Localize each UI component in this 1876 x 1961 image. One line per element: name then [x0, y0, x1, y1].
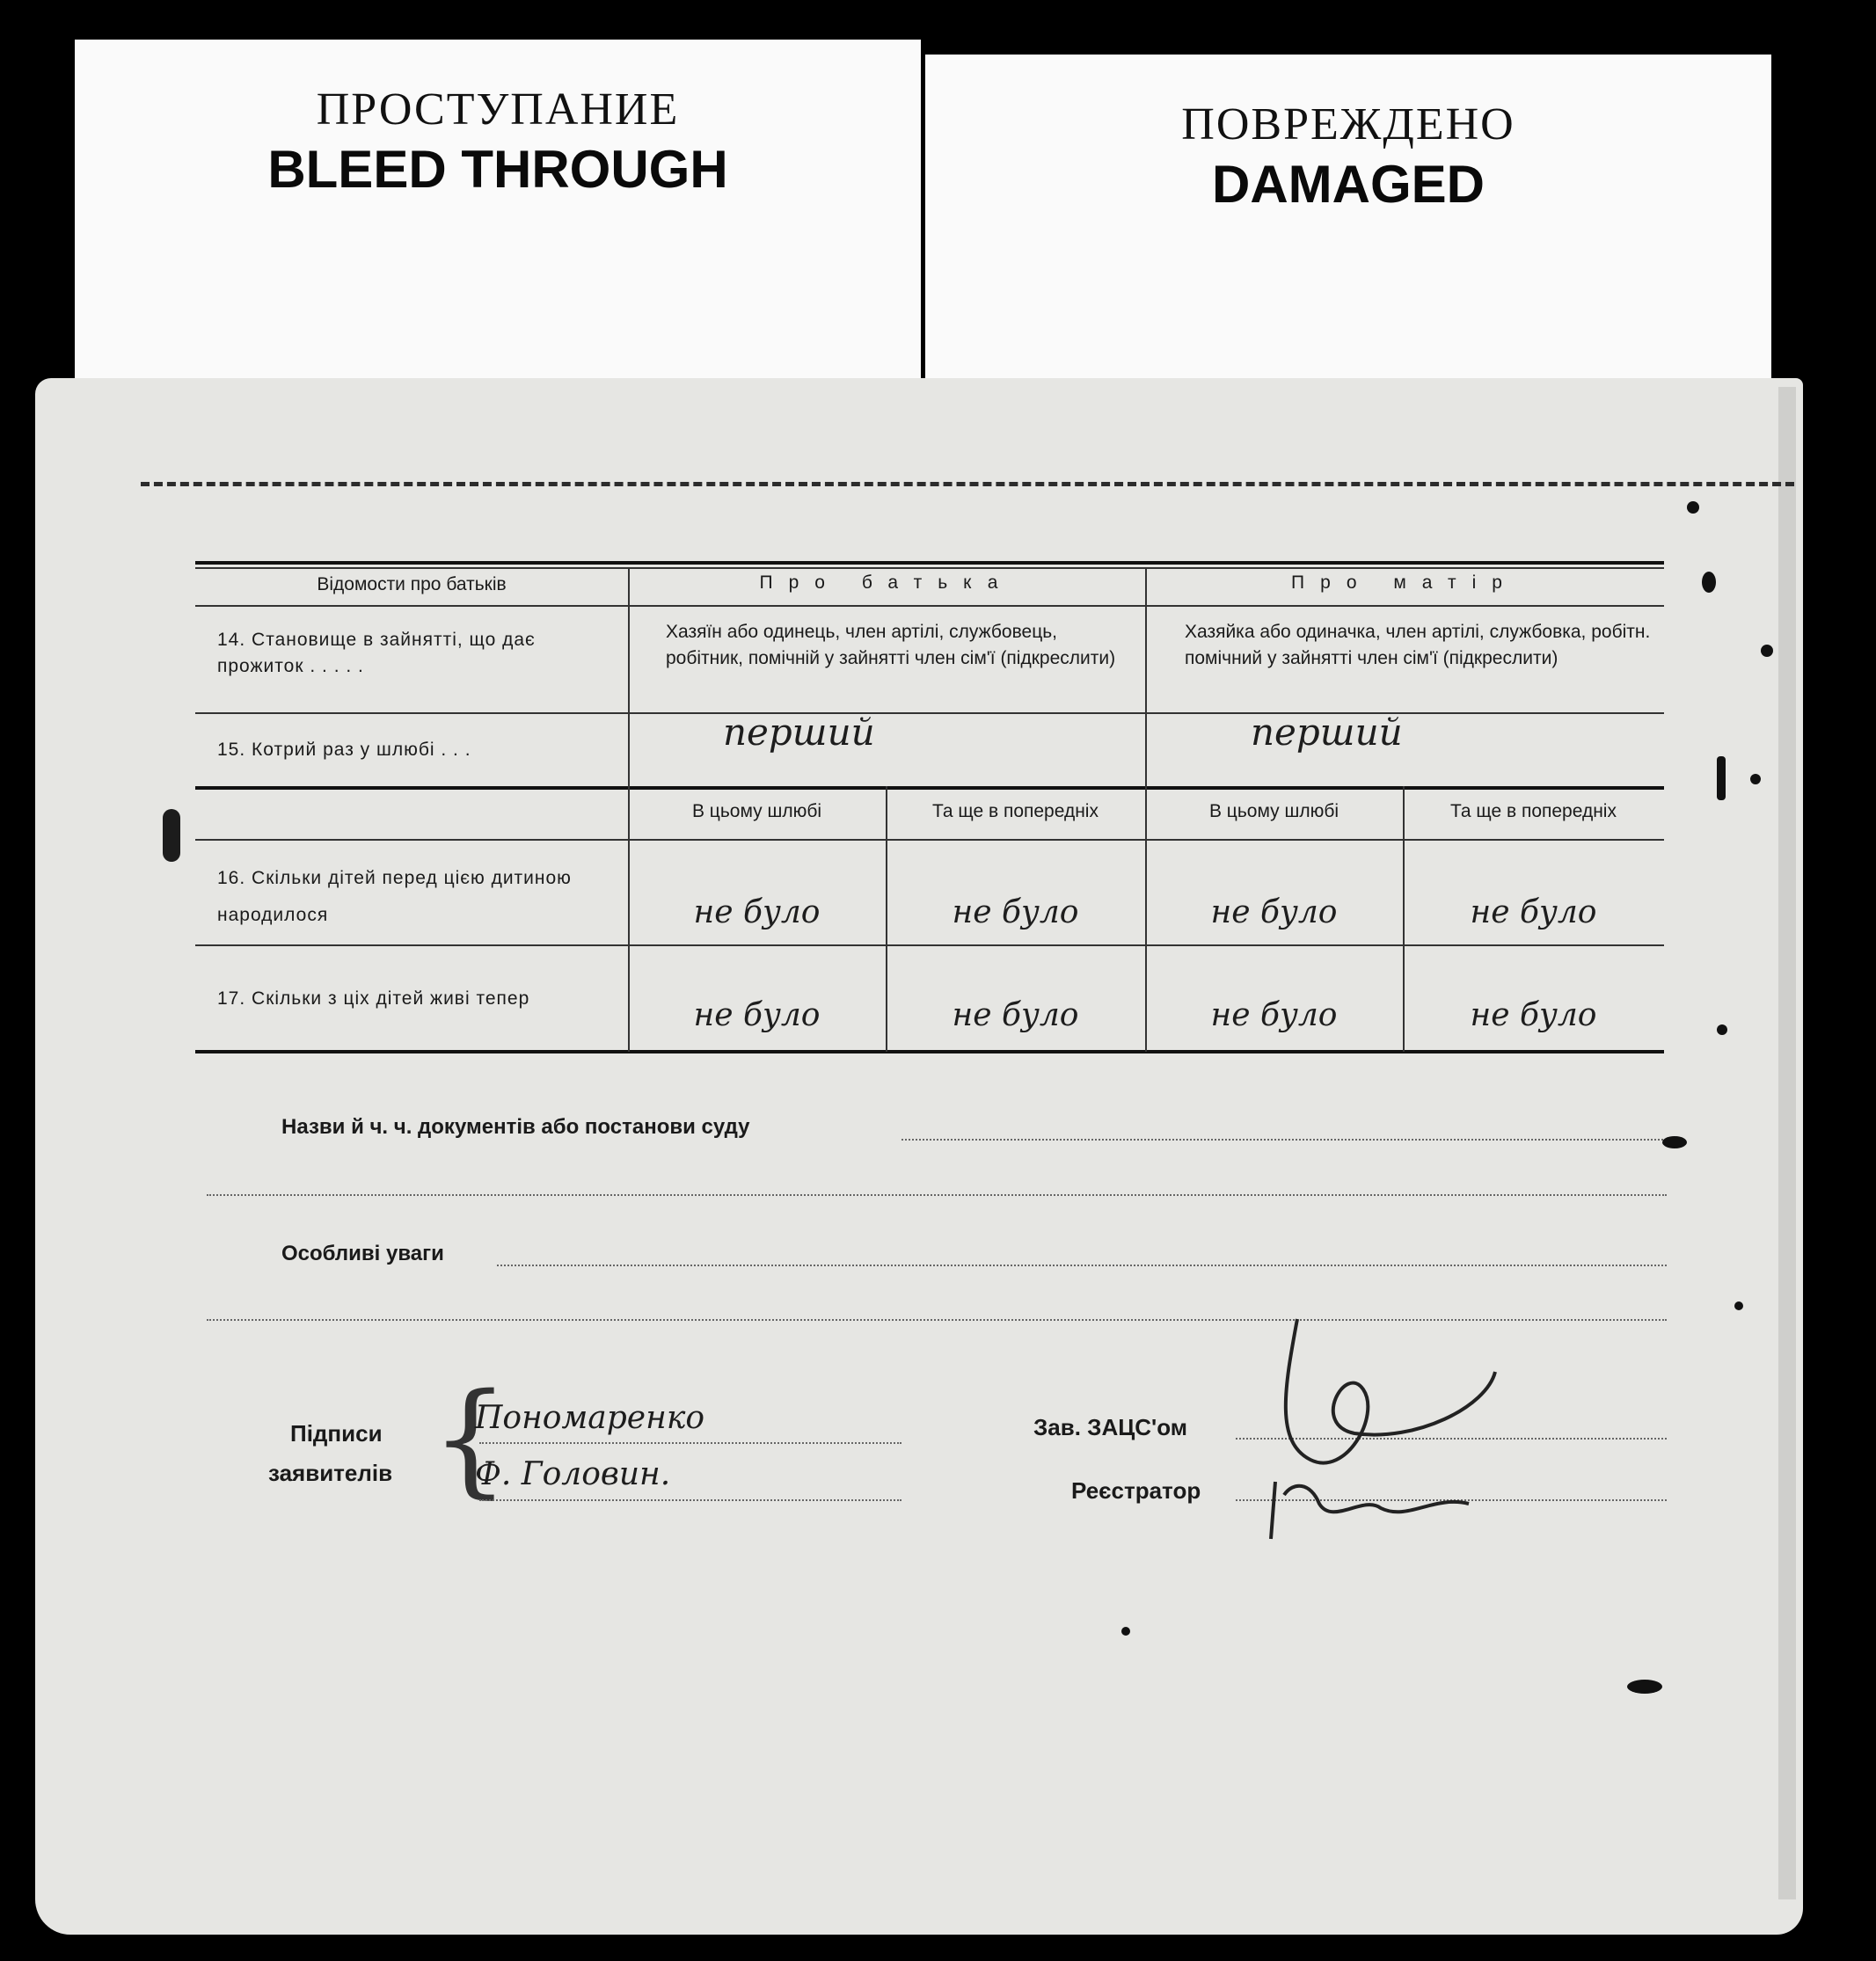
damage-mark	[1121, 1627, 1130, 1636]
row14-label: 14. Становище в зайнятті, що дає прожиток . . . . .	[217, 630, 536, 676]
row14-mother: Хазяйка або одиначка, член артілі, службовка, робітн. помічний у зайнятті член сім'ї (підкреслити)	[1185, 622, 1651, 668]
damaged-label	[925, 55, 1771, 378]
sub-in-previous-father: Та ще в попередніх	[932, 801, 1099, 821]
documents-label: Назви й ч. ч. документів або постанови суду	[281, 1115, 750, 1139]
row17-value-3: не було	[1210, 997, 1338, 1033]
row17-value-4: не було	[1470, 997, 1597, 1033]
registrar-signature-marks	[1258, 1284, 1539, 1548]
damage-mark	[1627, 1680, 1662, 1694]
row17-value-1: не було	[693, 997, 821, 1033]
header-parents-info: Відомости про батьків	[317, 574, 507, 594]
brace: {	[431, 1367, 510, 1511]
damaged-label-ru: ПОВРЕЖДЕНО	[1181, 99, 1515, 149]
sub-in-this-marriage-mother: В цьому шлюбі	[1208, 801, 1339, 821]
row16-value-4: не було	[1470, 894, 1597, 930]
head-label: Зав. ЗАЦС'ом	[1033, 1414, 1187, 1440]
header-father: Про батька	[759, 572, 1014, 593]
registrar-label: Реєстратор	[1071, 1477, 1201, 1504]
damage-mark	[1734, 1301, 1743, 1310]
applicant-signature-2: Ф. Головин.	[475, 1456, 671, 1492]
row16-value-2: не було	[952, 894, 1079, 930]
sub-in-this-marriage-father: В цьому шлюбі	[691, 801, 822, 821]
header-mother: Про матір	[1291, 572, 1518, 593]
page-edge	[1778, 387, 1796, 1899]
row16-value-3: не було	[1210, 894, 1338, 930]
applicant-signature-1: Пономаренко	[475, 1400, 704, 1436]
row16-value-1: не було	[693, 894, 821, 930]
damage-mark	[1687, 501, 1699, 514]
sub-in-previous-mother: Та ще в попередніх	[1450, 801, 1617, 821]
bleed-label-en: BLEED THROUGH	[267, 140, 728, 199]
parents-info-table	[195, 561, 1664, 1052]
row17-value-2: не було	[952, 997, 1079, 1033]
row16-label: 16. Скільки дітей перед цією дитиною народилося	[217, 868, 572, 925]
damage-mark	[1750, 774, 1761, 784]
damage-mark	[1702, 572, 1716, 593]
damage-mark	[1662, 1136, 1687, 1148]
row17-label: 17. Скільки з ціх дітей живі тепер	[217, 988, 530, 1009]
damage-mark	[1717, 756, 1726, 800]
row15-father-value: перший	[723, 711, 875, 754]
row15-mother-value: перший	[1251, 711, 1403, 754]
row14-father: Хазяїн або одинець, член артілі, службовець, робітник, помічній у зайнятті член сім'ї (підкреслити)	[666, 622, 1116, 668]
row15-label: 15. Котрий раз у шлюбі . . .	[217, 740, 471, 760]
bleed-label-ru: ПРОСТУПАНИЕ	[316, 84, 680, 135]
damage-mark	[163, 809, 180, 862]
damaged-label-en: DAMAGED	[1212, 155, 1485, 214]
applicants-label-2: заявителів	[268, 1460, 393, 1486]
remarks-label: Особливі уваги	[281, 1242, 444, 1265]
applicants-label-1: Підписи	[290, 1420, 383, 1447]
perforation-line	[141, 482, 1794, 486]
bleed-through-label	[75, 40, 921, 387]
damage-mark	[1761, 645, 1773, 657]
damage-mark	[1717, 1024, 1727, 1035]
